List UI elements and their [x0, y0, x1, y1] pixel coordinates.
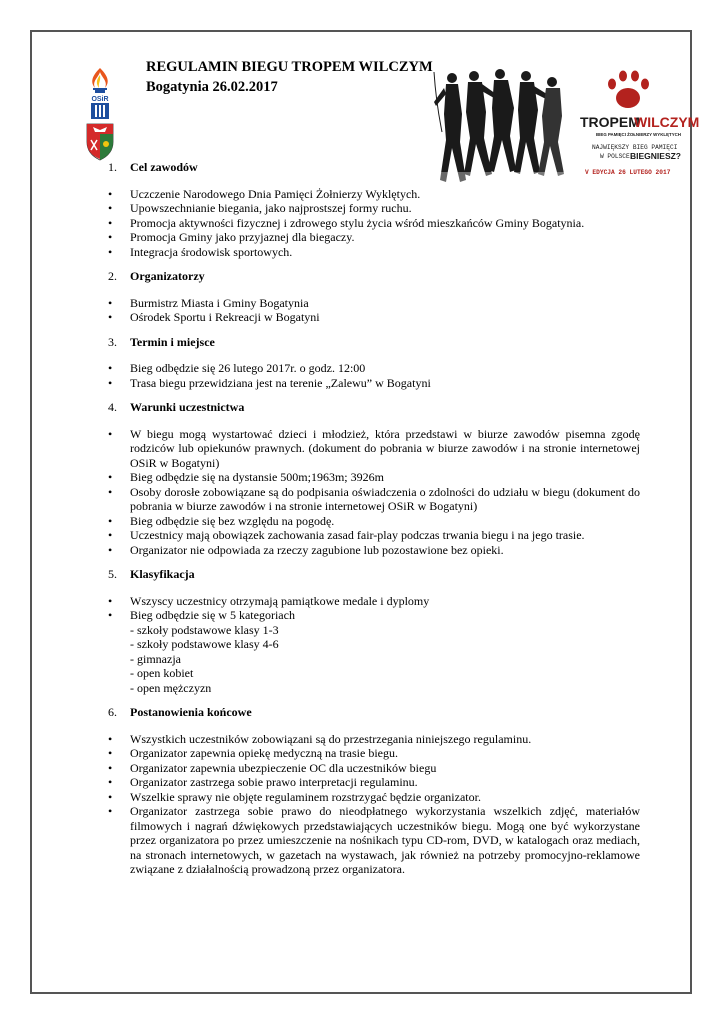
- list-item: • Bieg odbędzie się na dystansie 500m;1963m; 3926m: [108, 470, 640, 485]
- list-item: • Organizator zapewnia opiekę medyczną na trasie biegu.: [108, 746, 640, 761]
- section-heading: 4. Warunki uczestnictwa: [108, 400, 245, 414]
- list-item: • Organizator zastrzega sobie prawo interpretacji regulaminu.: [108, 775, 640, 790]
- list-item: • Wszystkich uczestników zobowiązani są do przestrzegania niniejszego regulaminu.: [108, 732, 640, 747]
- list-item: • Wszelkie sprawy nie objęte regulaminem rozstrzygać będzie organizator.: [108, 790, 640, 805]
- section-heading: 5. Klasyfikacja: [108, 567, 195, 581]
- wolf-paw-icon: [608, 71, 649, 109]
- list-item: • Upowszechnianie biegania, jako najprostszej formy ruchu.: [108, 201, 640, 216]
- category-item: - open mężczyzn: [130, 680, 212, 695]
- bullet-list: [108, 594, 640, 696]
- list-item: • Promocja aktywności fizycznej i zdrowego stylu życia wśród mieszkańców Gminy Bogatynia.: [108, 216, 640, 231]
- title-line-2: Bogatynia 26.02.2017: [146, 79, 278, 95]
- category-item: - szkoły podstawowe klasy 4-6: [130, 637, 279, 651]
- title-line-1: REGULAMIN BIEGU TROPEM WILCZYM: [146, 59, 433, 75]
- list-item: • Organizator nie odpowiada za rzeczy zagubione lub pozostawione bez opieki.: [108, 543, 640, 558]
- banner-question: BIEGNIESZ?: [630, 151, 682, 161]
- bullet-list: [108, 732, 640, 877]
- category-item: - szkoły podstawowe klasy 1-3: [130, 622, 279, 637]
- list-item: • Promocja Gminy jako przyjaznej dla biegaczy.: [108, 230, 640, 245]
- list-item: • Bieg odbędzie się bez względu na pogodę.: [108, 514, 640, 529]
- osir-logo: [82, 66, 118, 162]
- list-item: • Bieg odbędzie się w 5 kategoriach - szkoły podstawowe klasy 1-3 - szkoły podstawowe klasy 4-6 - gimnazja - open kobiet - open mężczyzn: [108, 608, 640, 695]
- bullet-list: [108, 187, 640, 260]
- list-item: • Osoby dorosłe zobowiązane są do podpisania oświadczenia o zdolności do udziału w biegu (dokument do pobrania w biurze zawodów i na stronie internetowej OSiR w Bogatyni): [108, 485, 640, 514]
- bullet-list: [108, 296, 640, 325]
- list-item: • W biegu mogą wystartować dzieci i młodzież, która przedstawi w biurze zawodów pisemna zgodę rodziców lub opiekunów prawnych. (dokument do pobrania w biurze zawodów i na stronie internetowej OSiR w Bogatyni): [108, 427, 640, 471]
- banner-edition: V EDYCJA 26 LUTEGO 2017: [585, 169, 671, 176]
- section-heading: 1. Cel zawodów: [108, 160, 198, 174]
- banner-subtitle: BIEG PAMIĘCI ŻOŁNIERZY WYKLĘTYCH: [596, 132, 681, 137]
- banner-brand-part2: WILCZYM: [634, 114, 700, 130]
- list-item: • Uczestnicy mają obowiązek zachowania zasad fair-play podczas trwania biegu i na jego trasie.: [108, 528, 640, 543]
- list-item: • Bieg odbędzie się 26 lutego 2017r. o godz. 12:00: [108, 361, 640, 376]
- category-item: - gimnazja: [130, 651, 181, 666]
- banner-tagline-2: W POLSCE.: [600, 153, 634, 160]
- list-item: • Trasa biegu przewidziana jest na terenie „Zalewu” w Bogatyni: [108, 376, 640, 391]
- section-heading: 3. Termin i miejsce: [108, 334, 215, 349]
- list-item: • Organizator zastrzega sobie prawo do nieodpłatnego wykorzystania wszelkich zdjęć, materiałów filmowych i nagrań dźwiękowych przedstawiających uczestników biegu. Mogą one być wykorzystane przez organizatora po przez umieszczenie na nośnikach typu CD-rom, DVD, w katalogach oraz mediach, na stronach internetowych, w gazetach na wystawach, jak również na potrzeby promocyjno-reklamowe związane z działalnością prowadzoną przez organizatora.: [108, 804, 640, 877]
- list-item: • Ośrodek Sportu i Rekreacji w Bogatyni: [108, 310, 640, 325]
- section-heading: 6. Postanowienia końcowe: [108, 705, 252, 719]
- section-heading: 2. Organizatorzy: [108, 269, 205, 283]
- svg-text:OSiR: OSiR: [91, 96, 109, 103]
- category-item: - open kobiet: [130, 666, 194, 680]
- bullet-list: [108, 361, 640, 390]
- document-title: [146, 57, 433, 97]
- list-item: • Uczczenie Narodowego Dnia Pamięci Żołnierzy Wyklętych.: [108, 187, 640, 202]
- list-item: • Integracja środowisk sportowych.: [108, 245, 640, 260]
- regulations-body: [108, 160, 640, 877]
- bullet-list: [108, 427, 640, 558]
- list-item: • Burmistrz Miasta i Gminy Bogatynia: [108, 296, 640, 311]
- banner-tagline-1: NAJWIĘKSZY BIEG PAMIĘCI: [592, 144, 678, 151]
- list-item: • Organizator zapewnia ubezpieczenie OC dla uczestników biegu: [108, 761, 640, 776]
- list-item: • Wszyscy uczestnicy otrzymają pamiątkowe medale i dyplomy: [108, 594, 640, 609]
- banner-brand-part1: TROPEM: [580, 114, 640, 130]
